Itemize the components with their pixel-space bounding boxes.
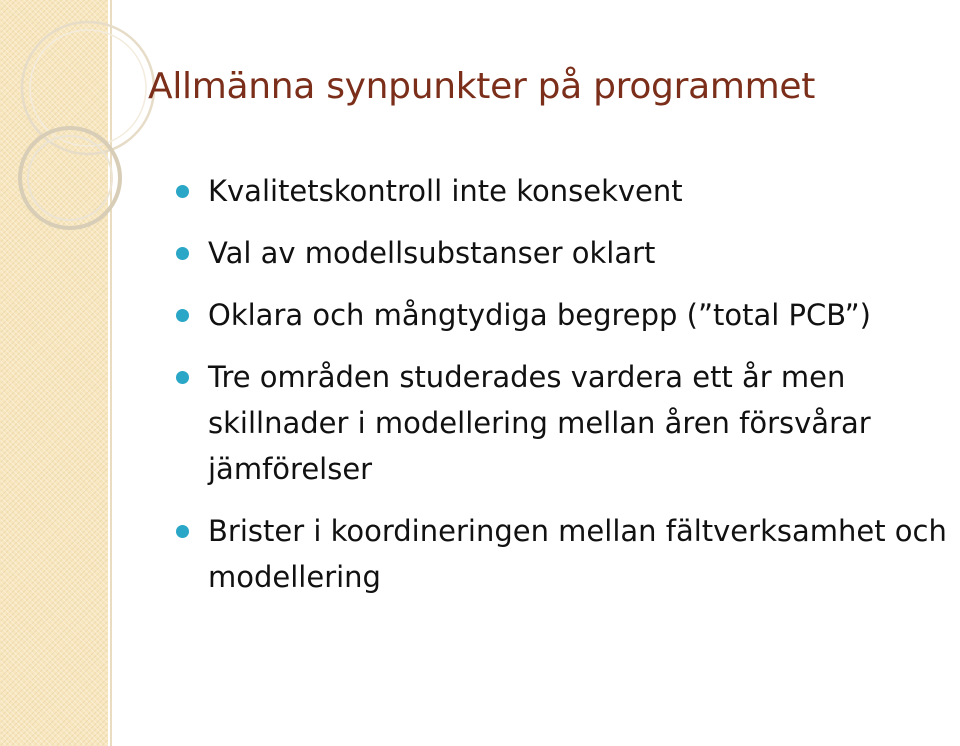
bullet-dot-icon: [176, 525, 189, 538]
bullet-dot-icon: [176, 371, 189, 384]
bullet-list: [168, 168, 948, 616]
bullet-text: Oklara och mångtydiga begrepp (”total PCB”): [208, 298, 871, 332]
bullet-dot-icon: [176, 185, 189, 198]
bullet-item: [168, 292, 948, 338]
bullet-item: [168, 230, 948, 276]
bullet-text: Val av modellsubstanser oklart: [208, 236, 656, 270]
bullet-item: [168, 508, 948, 600]
bullet-text: Brister i koordineringen mellan fältverksamhet och modellering: [208, 514, 947, 594]
bullet-dot-icon: [176, 247, 189, 260]
bullet-item: [168, 168, 948, 214]
bullet-text: Tre områden studerades vardera ett år men skillnader i modellering mellan åren försvårar jämförelser: [208, 360, 871, 486]
bullet-text: Kvalitetskontroll inte konsekvent: [208, 174, 683, 208]
bullet-item: [168, 354, 948, 492]
bullet-dot-icon: [176, 309, 189, 322]
slide-title: Allmänna synpunkter på programmet: [148, 66, 816, 107]
